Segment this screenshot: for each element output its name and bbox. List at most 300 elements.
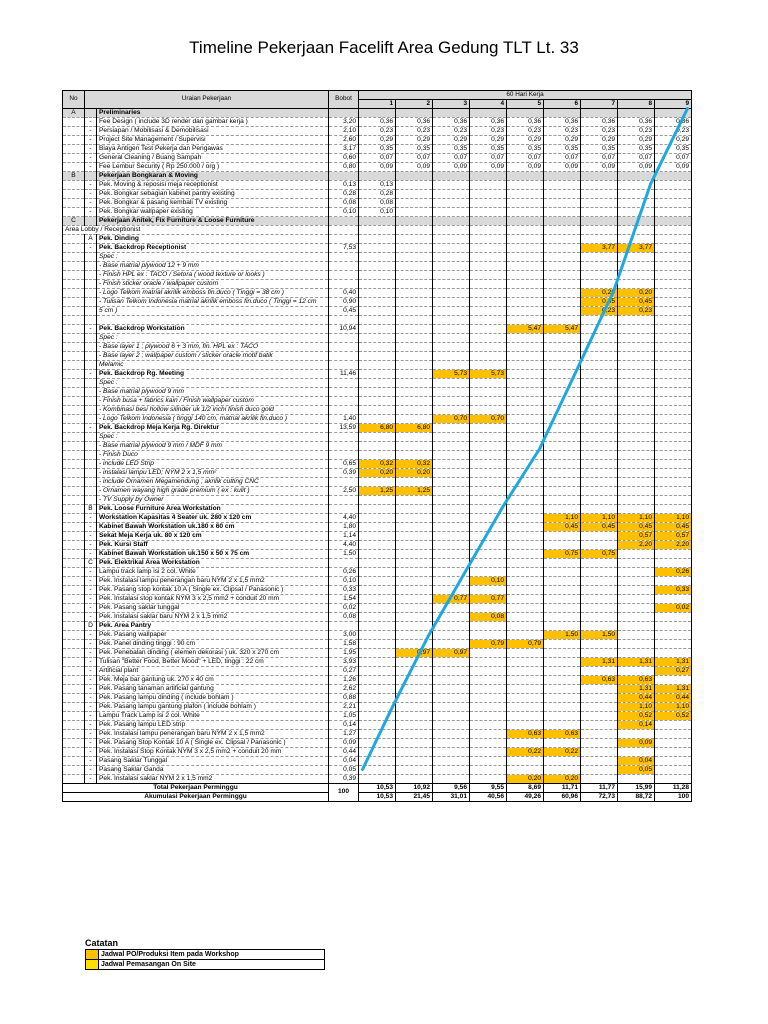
table-row bbox=[63, 676, 692, 685]
day-5-value bbox=[507, 253, 544, 262]
day-8-value: 0,09 bbox=[618, 163, 655, 172]
day-7-value: 0,07 bbox=[581, 154, 618, 163]
day-3-value bbox=[433, 586, 470, 595]
row-number bbox=[63, 685, 85, 694]
row-marker bbox=[85, 262, 97, 271]
day-6-value: 0,63 bbox=[544, 730, 581, 739]
row-marker: - bbox=[85, 676, 97, 685]
day-9-value: 0,36 bbox=[655, 118, 692, 127]
day-1-value: 0,28 bbox=[359, 190, 396, 199]
day-1-value bbox=[359, 271, 396, 280]
day-5-value: 0,07 bbox=[507, 154, 544, 163]
day-2-value bbox=[396, 550, 433, 559]
day-8-value: 0,20 bbox=[618, 289, 655, 298]
day-8-value bbox=[618, 622, 655, 631]
day-3-value bbox=[433, 604, 470, 613]
day-9-value bbox=[655, 361, 692, 370]
row-weight: 0,39 bbox=[329, 775, 359, 784]
day-6-value bbox=[544, 397, 581, 406]
day-3-value: 0,09 bbox=[433, 163, 470, 172]
total-row bbox=[63, 784, 692, 793]
row-weight: 3,20 bbox=[329, 118, 359, 127]
day-9-value bbox=[655, 496, 692, 505]
row-description: Pekerjaan Bongkaran & Moving bbox=[97, 172, 329, 181]
day-9-value: 0,26 bbox=[655, 568, 692, 577]
day-3-value bbox=[433, 658, 470, 667]
day-6-value bbox=[544, 352, 581, 361]
day-2-value bbox=[396, 604, 433, 613]
row-number bbox=[63, 118, 85, 127]
day-2-value bbox=[396, 307, 433, 316]
row-number bbox=[63, 424, 85, 433]
day-1-value bbox=[359, 595, 396, 604]
table-row bbox=[63, 631, 692, 640]
day-7-value bbox=[581, 622, 618, 631]
day-1-value bbox=[359, 361, 396, 370]
table-row bbox=[63, 253, 692, 262]
day-8-value bbox=[618, 748, 655, 757]
day-1-value bbox=[359, 541, 396, 550]
day-8-value bbox=[618, 316, 655, 325]
day-2-value bbox=[396, 541, 433, 550]
day-6-value bbox=[544, 253, 581, 262]
day-4-value: 0,35 bbox=[470, 145, 507, 154]
day-5-value bbox=[507, 523, 544, 532]
day-1-value bbox=[359, 757, 396, 766]
day-7-value bbox=[581, 703, 618, 712]
row-marker bbox=[85, 496, 97, 505]
day-4-value bbox=[470, 559, 507, 568]
row-description: Tulisan "Better Food, Better Mood" + LED, tinggi : 22 cm bbox=[97, 658, 329, 667]
day-3-value bbox=[433, 523, 470, 532]
row-marker bbox=[85, 451, 97, 460]
row-description: Lampu track lamp isi 2 col. White bbox=[97, 568, 329, 577]
day-2-value bbox=[396, 325, 433, 334]
day-2-value bbox=[396, 316, 433, 325]
day-9-value bbox=[655, 613, 692, 622]
row-description: - Finish sticker oracle / wallpaper custom bbox=[97, 280, 329, 289]
table-row bbox=[63, 280, 692, 289]
cumulative-day-7: 72,73 bbox=[581, 793, 618, 802]
day-4-value bbox=[470, 172, 507, 181]
day-8-value: 0,23 bbox=[618, 307, 655, 316]
day-5-value bbox=[507, 217, 544, 226]
day-2-value: 0,35 bbox=[396, 145, 433, 154]
day-2-value bbox=[396, 451, 433, 460]
day-8-value bbox=[618, 586, 655, 595]
day-2-value bbox=[396, 370, 433, 379]
day-9-value bbox=[655, 190, 692, 199]
cumulative-label: Akumulasi Pekerjaan Perminggu bbox=[63, 793, 329, 802]
row-number bbox=[63, 154, 85, 163]
row-weight: 0,27 bbox=[329, 667, 359, 676]
total-day-7: 11,77 bbox=[581, 784, 618, 793]
table-row bbox=[63, 388, 692, 397]
day-5-value bbox=[507, 532, 544, 541]
header-day-2: 2 bbox=[396, 100, 433, 109]
day-8-value: 0,04 bbox=[618, 757, 655, 766]
total-label: Total Pekerjaan Perminggu bbox=[63, 784, 329, 793]
day-5-value bbox=[507, 343, 544, 352]
day-5-value bbox=[507, 541, 544, 550]
day-5-value: 0,29 bbox=[507, 136, 544, 145]
header-bobot: Bobot bbox=[329, 91, 359, 109]
table-row bbox=[63, 370, 692, 379]
day-3-value bbox=[433, 613, 470, 622]
row-weight: 0,08 bbox=[329, 613, 359, 622]
row-marker bbox=[85, 388, 97, 397]
row-number bbox=[63, 577, 85, 586]
day-6-value bbox=[544, 541, 581, 550]
day-1-value bbox=[359, 298, 396, 307]
day-1-value bbox=[359, 478, 396, 487]
row-marker: - bbox=[85, 667, 97, 676]
day-1-value bbox=[359, 739, 396, 748]
row-marker bbox=[85, 460, 97, 469]
row-marker: - bbox=[85, 586, 97, 595]
row-marker: A bbox=[85, 235, 97, 244]
day-7-value: 3,77 bbox=[581, 244, 618, 253]
day-2-value bbox=[396, 685, 433, 694]
row-weight bbox=[329, 559, 359, 568]
day-2-value bbox=[396, 532, 433, 541]
day-3-value bbox=[433, 289, 470, 298]
row-marker: - bbox=[85, 712, 97, 721]
day-5-value bbox=[507, 109, 544, 118]
day-4-value bbox=[470, 604, 507, 613]
day-8-value: 1,10 bbox=[618, 703, 655, 712]
day-1-value bbox=[359, 262, 396, 271]
row-marker bbox=[85, 442, 97, 451]
table-row bbox=[63, 721, 692, 730]
table-row bbox=[63, 271, 692, 280]
day-2-value bbox=[396, 757, 433, 766]
row-weight: 1,27 bbox=[329, 730, 359, 739]
day-6-value: 0,35 bbox=[544, 145, 581, 154]
day-9-value: 1,10 bbox=[655, 514, 692, 523]
row-marker bbox=[85, 253, 97, 262]
day-7-value bbox=[581, 325, 618, 334]
day-8-value bbox=[618, 730, 655, 739]
row-weight: 2,21 bbox=[329, 703, 359, 712]
day-5-value bbox=[507, 658, 544, 667]
day-6-value bbox=[544, 640, 581, 649]
row-weight: 1,05 bbox=[329, 712, 359, 721]
day-9-value bbox=[655, 289, 692, 298]
day-3-value bbox=[433, 469, 470, 478]
row-number bbox=[63, 352, 85, 361]
day-4-value bbox=[470, 397, 507, 406]
row-description: Pek. Instalasi saklar NYM 2 x 1,5 mm2 bbox=[97, 775, 329, 784]
day-3-value bbox=[433, 550, 470, 559]
day-7-value bbox=[581, 280, 618, 289]
day-6-value bbox=[544, 649, 581, 658]
day-8-value: 0,63 bbox=[618, 676, 655, 685]
row-marker bbox=[85, 469, 97, 478]
day-7-value: 0,09 bbox=[581, 163, 618, 172]
day-1-value bbox=[359, 775, 396, 784]
day-1-value bbox=[359, 451, 396, 460]
day-2-value bbox=[396, 577, 433, 586]
day-5-value bbox=[507, 586, 544, 595]
day-1-value: 1,25 bbox=[359, 487, 396, 496]
day-4-value: 0,08 bbox=[470, 613, 507, 622]
day-4-value bbox=[470, 721, 507, 730]
cumulative-day-1: 10,53 bbox=[359, 793, 396, 802]
day-5-value: 0,22 bbox=[507, 748, 544, 757]
day-8-value: 1,31 bbox=[618, 685, 655, 694]
row-number bbox=[63, 397, 85, 406]
row-description: Artificial plant bbox=[97, 667, 329, 676]
row-marker bbox=[85, 361, 97, 370]
day-5-value bbox=[507, 208, 544, 217]
row-description: - Base layer 2 ; wallpaper custom / sticker oracle motif batik bbox=[97, 352, 329, 361]
row-marker: - bbox=[85, 730, 97, 739]
day-9-value bbox=[655, 640, 692, 649]
row-marker: - bbox=[85, 208, 97, 217]
row-marker: - bbox=[85, 514, 97, 523]
day-9-value bbox=[655, 433, 692, 442]
table-row bbox=[63, 703, 692, 712]
day-9-value bbox=[655, 721, 692, 730]
day-5-value bbox=[507, 460, 544, 469]
day-3-value bbox=[433, 217, 470, 226]
row-description: Spec : bbox=[97, 379, 329, 388]
day-5-value bbox=[507, 766, 544, 775]
day-2-value bbox=[396, 208, 433, 217]
row-description: Pek. Loose Furniture Area Workstation bbox=[97, 505, 329, 514]
day-2-value bbox=[396, 361, 433, 370]
day-7-value bbox=[581, 352, 618, 361]
row-marker: - bbox=[85, 325, 97, 334]
row-marker: - bbox=[85, 757, 97, 766]
day-7-value bbox=[581, 613, 618, 622]
day-2-value bbox=[396, 478, 433, 487]
row-marker: - bbox=[85, 118, 97, 127]
day-1-value bbox=[359, 766, 396, 775]
day-6-value bbox=[544, 424, 581, 433]
day-6-value bbox=[544, 757, 581, 766]
table-row bbox=[63, 235, 692, 244]
day-6-value bbox=[544, 280, 581, 289]
day-5-value bbox=[507, 577, 544, 586]
table-row bbox=[63, 541, 692, 550]
day-1-value bbox=[359, 550, 396, 559]
day-5-value bbox=[507, 244, 544, 253]
day-2-value bbox=[396, 235, 433, 244]
day-8-value bbox=[618, 172, 655, 181]
row-description: Project Site Management / Supervisi bbox=[97, 136, 329, 145]
row-number bbox=[63, 523, 85, 532]
day-1-value bbox=[359, 496, 396, 505]
row-number bbox=[63, 712, 85, 721]
row-number bbox=[63, 262, 85, 271]
day-1-value bbox=[359, 289, 396, 298]
day-5-value bbox=[507, 442, 544, 451]
day-3-value bbox=[433, 721, 470, 730]
table-row bbox=[63, 289, 692, 298]
day-3-value bbox=[433, 622, 470, 631]
row-marker: - bbox=[85, 550, 97, 559]
row-number bbox=[63, 379, 85, 388]
cumulative-day-4: 40,56 bbox=[470, 793, 507, 802]
day-2-value bbox=[396, 397, 433, 406]
day-8-value bbox=[618, 604, 655, 613]
total-day-6: 11,71 bbox=[544, 784, 581, 793]
day-1-value bbox=[359, 172, 396, 181]
row-weight: 0,08 bbox=[329, 199, 359, 208]
header-day-5: 5 bbox=[507, 100, 544, 109]
row-number bbox=[63, 766, 85, 775]
row-description: - Finish Duco bbox=[97, 451, 329, 460]
day-8-value bbox=[618, 217, 655, 226]
day-9-value: 0,29 bbox=[655, 136, 692, 145]
day-5-value bbox=[507, 316, 544, 325]
row-description: Sekat Meja Kerja uk. 80 x 120 cm bbox=[97, 532, 329, 541]
day-7-value bbox=[581, 406, 618, 415]
day-5-value bbox=[507, 226, 544, 235]
row-weight bbox=[329, 622, 359, 631]
day-6-value bbox=[544, 622, 581, 631]
day-6-value bbox=[544, 460, 581, 469]
day-2-value: 0,36 bbox=[396, 118, 433, 127]
row-description: Fee Design ( include 3D render dan gambar kerja ) bbox=[97, 118, 329, 127]
table-row bbox=[63, 343, 692, 352]
day-3-value bbox=[433, 712, 470, 721]
day-7-value bbox=[581, 361, 618, 370]
day-2-value bbox=[396, 748, 433, 757]
day-5-value: 0,63 bbox=[507, 730, 544, 739]
day-4-value bbox=[470, 361, 507, 370]
row-number bbox=[63, 235, 85, 244]
row-number bbox=[63, 280, 85, 289]
table-row bbox=[63, 568, 692, 577]
day-6-value bbox=[544, 379, 581, 388]
day-6-value: 0,23 bbox=[544, 127, 581, 136]
day-6-value bbox=[544, 712, 581, 721]
day-7-value: 0,75 bbox=[581, 550, 618, 559]
day-4-value bbox=[470, 775, 507, 784]
day-1-value bbox=[359, 397, 396, 406]
day-6-value bbox=[544, 676, 581, 685]
day-7-value: 0,35 bbox=[581, 145, 618, 154]
table-row bbox=[63, 433, 692, 442]
table-row bbox=[63, 766, 692, 775]
day-5-value bbox=[507, 199, 544, 208]
day-4-value bbox=[470, 460, 507, 469]
day-6-value bbox=[544, 604, 581, 613]
day-8-value bbox=[618, 235, 655, 244]
row-description: General Cleaning / Buang Sampah bbox=[97, 154, 329, 163]
day-6-value bbox=[544, 487, 581, 496]
row-description: Spec : bbox=[97, 253, 329, 262]
row-weight: 0,10 bbox=[329, 208, 359, 217]
day-4-value bbox=[470, 649, 507, 658]
day-6-value bbox=[544, 109, 581, 118]
row-marker bbox=[85, 406, 97, 415]
row-number bbox=[63, 271, 85, 280]
table-row bbox=[63, 604, 692, 613]
day-1-value bbox=[359, 667, 396, 676]
day-2-value bbox=[396, 766, 433, 775]
day-9-value: 0,07 bbox=[655, 154, 692, 163]
table-row bbox=[63, 424, 692, 433]
day-5-value: 0,35 bbox=[507, 145, 544, 154]
day-6-value: 0,45 bbox=[544, 523, 581, 532]
day-7-value bbox=[581, 730, 618, 739]
day-4-value bbox=[470, 280, 507, 289]
row-description: - TV Supply by Owner bbox=[97, 496, 329, 505]
day-4-value bbox=[470, 262, 507, 271]
day-1-value: 0,07 bbox=[359, 154, 396, 163]
day-2-value: 0,07 bbox=[396, 154, 433, 163]
row-description: Pek. Pasang wallpaper bbox=[97, 631, 329, 640]
day-3-value bbox=[433, 568, 470, 577]
day-6-value: 0,07 bbox=[544, 154, 581, 163]
day-9-value bbox=[655, 739, 692, 748]
table-row bbox=[63, 334, 692, 343]
day-4-value bbox=[470, 658, 507, 667]
day-8-value: 0,44 bbox=[618, 694, 655, 703]
row-weight bbox=[329, 397, 359, 406]
row-description: Pek. Meja bar gantung uk. 270 x 40 cm bbox=[97, 676, 329, 685]
day-8-value: 0,35 bbox=[618, 145, 655, 154]
row-description: Preliminaries bbox=[97, 109, 329, 118]
day-3-value bbox=[433, 694, 470, 703]
row-marker: - bbox=[85, 145, 97, 154]
day-9-value bbox=[655, 415, 692, 424]
day-9-value bbox=[655, 199, 692, 208]
day-7-value bbox=[581, 460, 618, 469]
table-row bbox=[63, 298, 692, 307]
day-7-value: 1,50 bbox=[581, 631, 618, 640]
day-5-value bbox=[507, 361, 544, 370]
day-5-value bbox=[507, 613, 544, 622]
day-5-value bbox=[507, 298, 544, 307]
day-3-value bbox=[433, 172, 470, 181]
total-weight: 100 bbox=[329, 784, 359, 802]
day-6-value bbox=[544, 415, 581, 424]
day-4-value: 0,29 bbox=[470, 136, 507, 145]
row-number bbox=[63, 505, 85, 514]
row-weight: 4,40 bbox=[329, 514, 359, 523]
day-3-value bbox=[433, 496, 470, 505]
day-3-value bbox=[433, 631, 470, 640]
day-7-value bbox=[581, 109, 618, 118]
day-2-value bbox=[396, 694, 433, 703]
row-marker: - bbox=[85, 532, 97, 541]
day-2-value bbox=[396, 595, 433, 604]
row-number bbox=[63, 622, 85, 631]
day-3-value bbox=[433, 505, 470, 514]
day-7-value bbox=[581, 649, 618, 658]
day-4-value: 0,77 bbox=[470, 595, 507, 604]
day-4-value bbox=[470, 226, 507, 235]
timeline-table bbox=[62, 90, 692, 802]
day-9-value bbox=[655, 730, 692, 739]
day-7-value bbox=[581, 559, 618, 568]
row-description: Pek. Pasang Stop Kontak 10 A ( Single ex. Clipsal / Panasonic ) bbox=[97, 739, 329, 748]
row-description: Pek. Elektrikal Area Workstation bbox=[97, 559, 329, 568]
row-marker: - bbox=[85, 136, 97, 145]
row-marker: - bbox=[85, 181, 97, 190]
header-day-3: 3 bbox=[433, 100, 470, 109]
row-description: - include LED Strip bbox=[97, 460, 329, 469]
total-day-1: 10,53 bbox=[359, 784, 396, 793]
day-5-value bbox=[507, 388, 544, 397]
day-4-value bbox=[470, 451, 507, 460]
day-6-value bbox=[544, 316, 581, 325]
